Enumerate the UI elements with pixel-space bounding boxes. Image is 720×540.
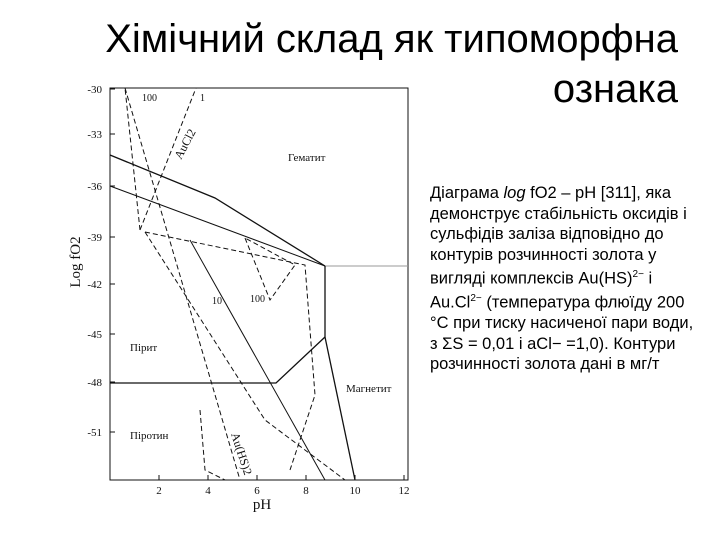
y-tick-label: -48 bbox=[87, 377, 102, 389]
field-label-hematite: Гематит bbox=[288, 152, 326, 164]
y-tick-label: -30 bbox=[87, 84, 102, 96]
x-tick-label: 12 bbox=[398, 485, 410, 497]
contour-label: 10 bbox=[212, 296, 222, 307]
title-line-2: ознака bbox=[552, 67, 678, 111]
x-ticks bbox=[159, 475, 404, 480]
y-tick-label: -42 bbox=[87, 279, 102, 291]
solubility-contours bbox=[125, 88, 345, 480]
auhs2-label: Au(HS)2 bbox=[228, 430, 256, 477]
x-tick-label: 2 bbox=[156, 485, 162, 497]
y-axis-label: Log fO2 bbox=[68, 236, 84, 288]
field-label-magnetite: Магнетит bbox=[346, 383, 392, 395]
caption-superscript: 2− bbox=[470, 293, 482, 304]
y-tick-label: -51 bbox=[87, 427, 102, 439]
diagram-caption bbox=[430, 183, 698, 375]
caption-log: log bbox=[503, 184, 526, 202]
x-axis-label: pH bbox=[252, 497, 272, 513]
contour-label: 100 bbox=[250, 294, 265, 305]
aucl2-contour-1 bbox=[140, 88, 199, 230]
field-label-pyrrhotite: Піротин bbox=[130, 430, 169, 442]
y-tick-label: -45 bbox=[87, 329, 102, 341]
y-tick-label: -36 bbox=[87, 181, 102, 193]
caption-part: (температура флюїду 200 °C при тиску насиченої пари води, з ΣS = 0,01 і aCl− =1,0). Контури розчинності золота дані в мг/т bbox=[430, 293, 694, 373]
caption-part: Діаграма bbox=[430, 184, 504, 202]
pyrrhotite-magnetite-boundary bbox=[325, 337, 355, 480]
x-tick-label: 8 bbox=[303, 485, 309, 497]
contour-label: 1 bbox=[200, 93, 205, 104]
x-tick-label: 6 bbox=[254, 485, 260, 497]
y-ticks bbox=[110, 89, 115, 432]
hematite-pyrite-boundary bbox=[110, 155, 325, 266]
contour-label: 100 bbox=[142, 93, 157, 104]
title-line-1: Хімічний склад як типоморфна bbox=[105, 17, 678, 61]
y-tick-label: -39 bbox=[87, 232, 102, 244]
auhs2-contour bbox=[200, 410, 225, 480]
y-tick-label: -33 bbox=[87, 129, 102, 141]
x-tick-label: 4 bbox=[205, 485, 211, 497]
field-label-pyrite: Пірит bbox=[130, 342, 158, 354]
caption-superscript: 2− bbox=[632, 269, 644, 280]
contour-inner bbox=[245, 238, 295, 300]
aucl2-label: AuCl2 bbox=[171, 126, 199, 162]
aucl2-contour-100 bbox=[125, 88, 140, 230]
caption-part: і Au.Cl bbox=[430, 269, 653, 312]
plot-frame bbox=[110, 88, 408, 480]
x-tick-label: 10 bbox=[349, 485, 361, 497]
caption-part: fO2 – pH [311], яка демонструє стабільність оксидів і сульфідів заліза відповідно до контурів розчинності золота у вигляді комплексів Au(HS) bbox=[430, 184, 687, 288]
